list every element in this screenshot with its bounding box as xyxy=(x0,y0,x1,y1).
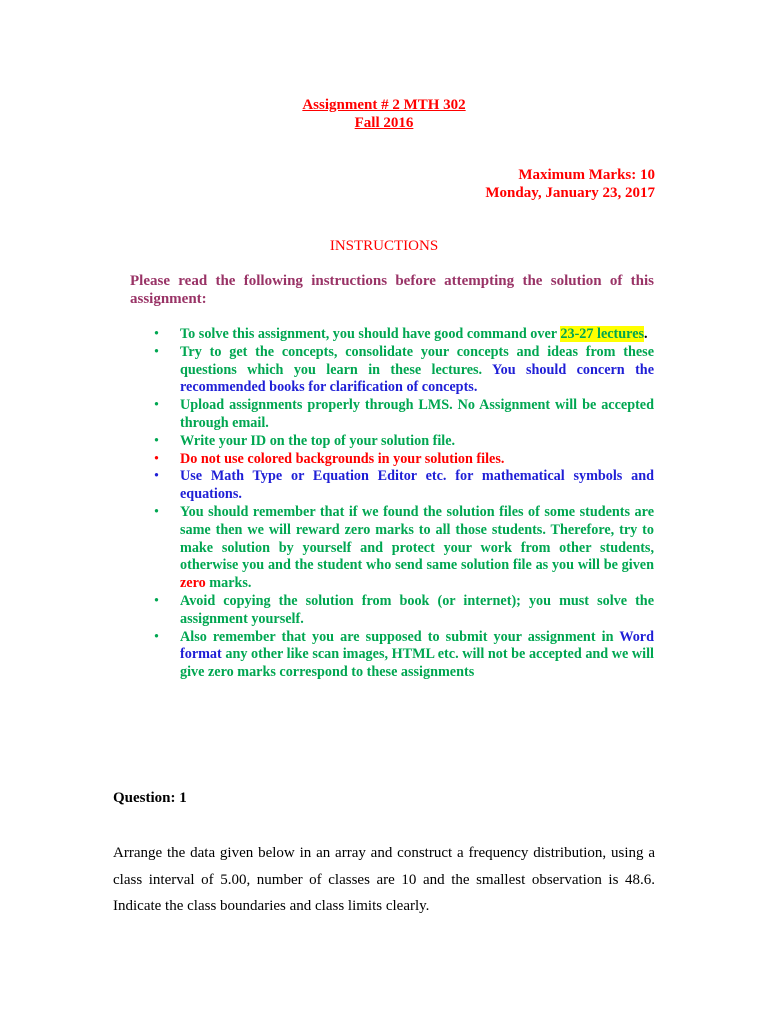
instructions-heading: INSTRUCTIONS xyxy=(329,238,439,254)
bullet-icon: • xyxy=(154,503,159,520)
list-item xyxy=(130,468,654,504)
list-item xyxy=(130,504,654,593)
item-text: Upload assignments properly through LMS. No Assignment will be accepted through email. xyxy=(180,397,654,431)
bullet-icon: • xyxy=(154,343,159,360)
item-text: Do not use colored backgrounds in your solution files. xyxy=(180,450,505,467)
maximum-marks: Maximum Marks: 10 xyxy=(518,167,655,183)
item-text-word-format: Word format xyxy=(180,628,654,663)
item-text: Avoid copying the solution from book (or internet); you must solve the assignment yourself. xyxy=(180,592,654,627)
item-text-end: marks. xyxy=(205,575,252,592)
assignment-title: Assignment # 2 MTH 302 xyxy=(302,97,466,113)
list-item xyxy=(130,451,654,469)
item-text: Try to get the concepts, consolidate your concepts and ideas from these questions which you learn in these lectures. xyxy=(180,343,654,378)
bullet-icon: • xyxy=(154,468,159,485)
bullet-icon: • xyxy=(154,450,159,467)
list-item xyxy=(130,344,654,397)
item-text-zero: zero xyxy=(180,575,206,592)
question-text: Arrange the data given below in an array and construct a frequency distribution, using a class interval of 5.00, number of classes are 10 and the smallest observation is 48.6. Indicate the class boundaries and class limits clearly. xyxy=(113,845,655,914)
highlighted-lectures: 23-27 lectures xyxy=(560,326,645,342)
bullet-icon: • xyxy=(154,432,159,449)
instructions-list xyxy=(130,326,654,682)
list-item xyxy=(130,629,654,682)
term-label: Fall 2016 xyxy=(354,115,414,131)
item-text: You should remember that if we found the solution files of some students are same then we will reward zero marks to all those students. Therefore, try to make solution by yourself and protect your work from other students, otherwise you and the student who send same solution file as you will be given xyxy=(180,503,654,574)
item-text: Write your ID on the top of your solution file. xyxy=(180,432,456,449)
instructions-intro: Please read the following instructions before attempting the solution of this assignment: xyxy=(130,273,654,307)
item-text: Also remember that you are supposed to submit your assignment in xyxy=(180,628,620,645)
due-date: Monday, January 23, 2017 xyxy=(485,185,655,201)
bullet-icon: • xyxy=(154,397,159,414)
list-item xyxy=(130,397,654,433)
list-item xyxy=(130,593,654,629)
item-text-end: . xyxy=(644,326,648,342)
bullet-icon: • xyxy=(154,628,159,645)
item-text-end: any other like scan images, HTML etc. will not be accepted and we will give zero marks correspond to these assignments xyxy=(180,646,654,681)
item-text-blue: You should concern the recommended books for clarification of concepts. xyxy=(180,361,654,396)
bullet-icon: • xyxy=(154,326,159,342)
question-label: Question: 1 xyxy=(113,790,187,806)
list-item xyxy=(130,326,654,344)
list-item xyxy=(130,433,654,451)
bullet-icon: • xyxy=(154,592,159,609)
item-text: To solve this assignment, you should have good command over xyxy=(180,326,561,342)
item-text: Use Math Type or Equation Editor etc. for mathematical symbols and equations. xyxy=(180,468,654,503)
